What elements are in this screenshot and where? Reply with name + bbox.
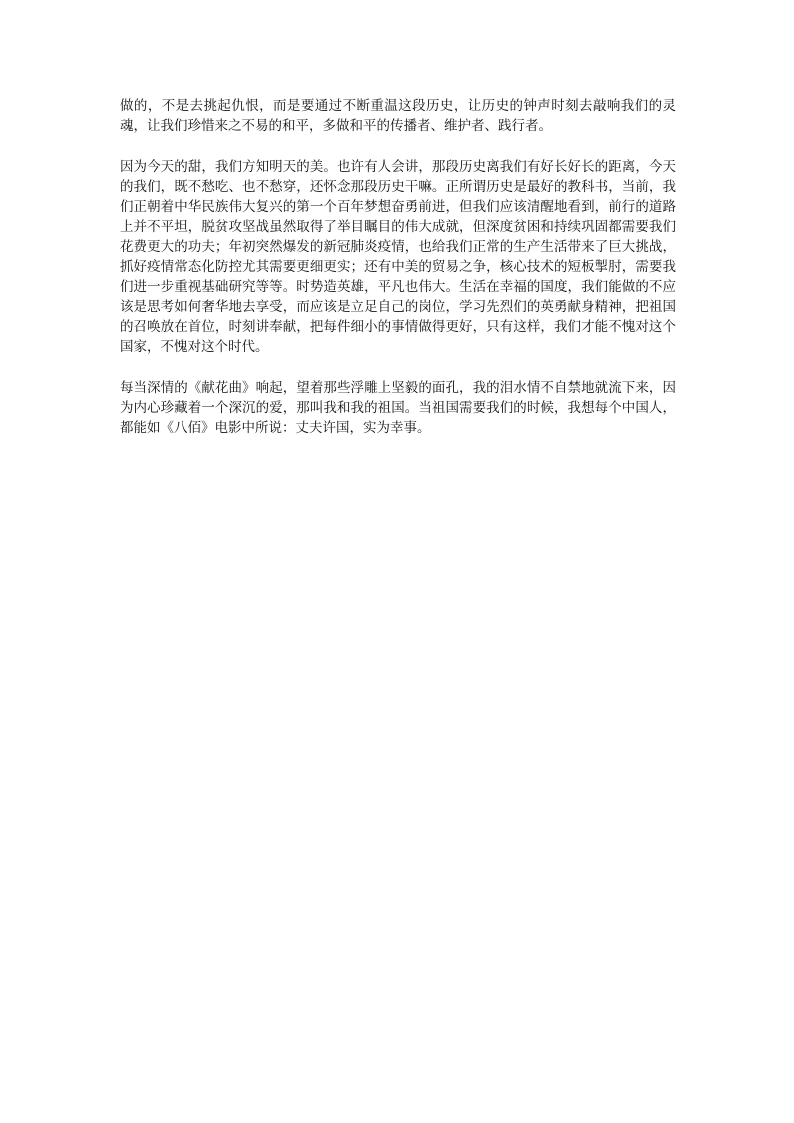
paragraph-1: 做的，不是去挑起仇恨，而是要通过不断重温这段历史，让历史的钟声时刻去敲响我们的灵魂，让我们珍惜来之不易的和平，多做和平的传播者、维护者、践行者。 — [120, 98, 676, 134]
paragraph-3: 每当深情的《献花曲》响起，望着那些浮雕上坚毅的面孔，我的泪水情不自禁地就流下来，因为内心珍藏着一个深沉的爱，那叫我和我的祖国。当祖国需要我们的时候，我想每个中国人，都能如《八佰》电影中所说：丈夫许国，实为幸事。 — [120, 380, 676, 436]
document-page — [120, 96, 676, 459]
paragraph-2: 因为今天的甜，我们方知明天的美。也许有人会讲，那段历史离我们有好长好长的距离，今天的我们，既不愁吃、也不愁穿，还怀念那段历史干嘛。正所谓历史是最好的教科书，当前，我们正朝着中华民族伟大复兴的第一个百年梦想奋勇前进，但我们应该清醒地看到，前行的道路上并不平坦，脱贫攻坚战虽然取得了举目瞩目的伟大成就，但深度贫困和持续巩固都需要我们花费更大的功夫；年初突然爆发的新冠肺炎疫情，也给我们正常的生产生活带来了巨大挑战，抓好疫情常态化防控尤其需要更细更实；还有中美的贸易之争，核心技术的短板掣肘，需要我们进一步重视基础研究等等。时势造英雄，平凡也伟大。生活在幸福的国度，我们能做的不应该是思考如何奢华地去享受，而应该是立足自己的岗位，学习先烈们的英勇献身精神，把祖国的召唤放在首位，时刻讲奉献，把每件细小的事情做得更好，只有这样，我们才能不愧对这个国家，不愧对这个时代。 — [120, 159, 676, 355]
